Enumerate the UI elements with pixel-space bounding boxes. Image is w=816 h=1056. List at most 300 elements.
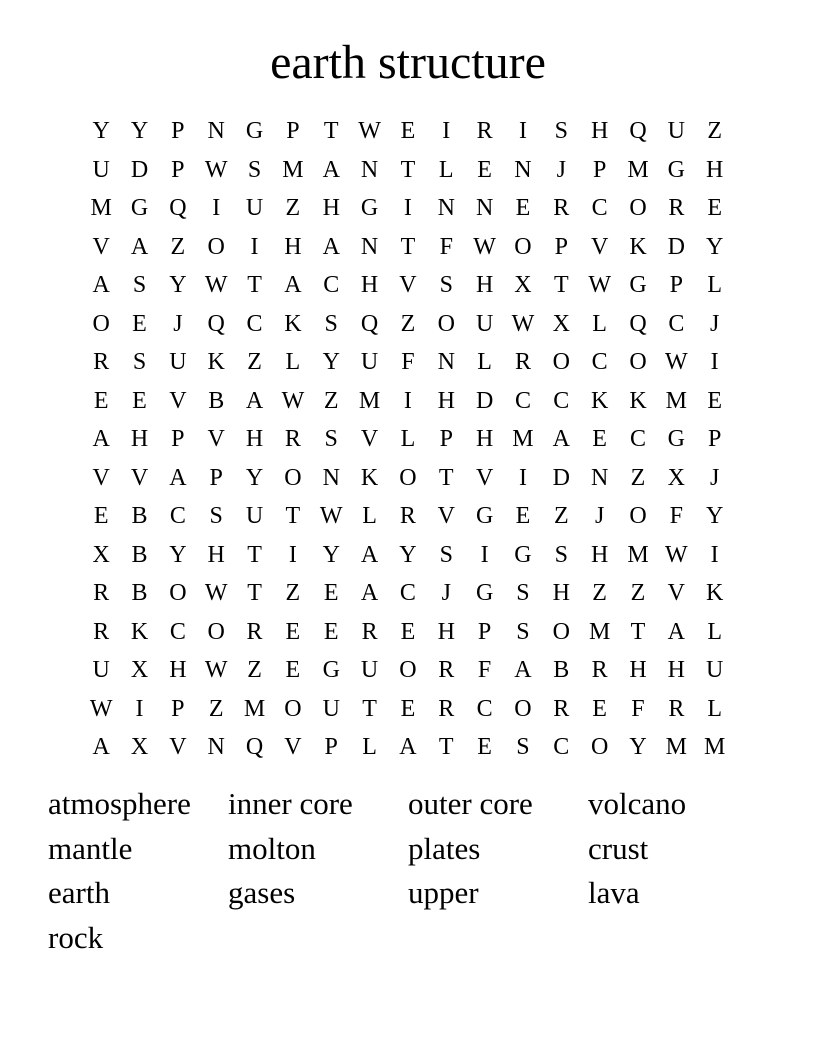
- grid-letter: O: [514, 233, 532, 260]
- grid-letter: M: [627, 541, 649, 568]
- grid-letter: W: [204, 272, 228, 298]
- grid-letter: Y: [169, 272, 187, 298]
- grid-letter: K: [629, 387, 647, 414]
- grid-letter: D: [130, 156, 149, 183]
- grid-letter: L: [362, 503, 377, 529]
- grid-letter: L: [285, 349, 301, 375]
- grid-letter: V: [92, 464, 110, 491]
- grid-letter: U: [360, 657, 379, 683]
- grid-letter: Z: [285, 580, 301, 606]
- grid-letter: I: [442, 118, 451, 144]
- grid-letter: V: [207, 426, 225, 452]
- grid-letter: P: [171, 426, 185, 452]
- grid-letter: J: [710, 310, 720, 337]
- grid-letter: E: [93, 387, 109, 414]
- grid-letter: P: [554, 233, 568, 260]
- grid-letter: E: [477, 734, 492, 760]
- grid-letter: L: [400, 426, 416, 452]
- grid-letter: Q: [629, 118, 647, 144]
- word-list-item: inner core: [228, 786, 353, 821]
- grid-letter: O: [399, 464, 417, 491]
- grid-letter: G: [667, 156, 685, 183]
- grid-letter: X: [667, 464, 685, 491]
- grid-letter: T: [247, 272, 262, 298]
- grid-letter: G: [245, 118, 264, 144]
- grid-letter: P: [669, 272, 683, 298]
- grid-letter: W: [89, 695, 113, 722]
- grid-letter: P: [477, 618, 492, 645]
- grid-row: [82, 382, 734, 421]
- grid-letter: M: [282, 156, 304, 183]
- grid-letter: L: [707, 695, 722, 722]
- grid-row: [82, 651, 734, 690]
- grid-letter: P: [707, 426, 722, 452]
- grid-letter: E: [132, 310, 147, 337]
- grid-letter: W: [204, 580, 228, 606]
- grid-row: [82, 305, 734, 344]
- grid-letter: G: [667, 426, 685, 452]
- grid-letter: W: [319, 503, 343, 529]
- grid-letter: R: [93, 580, 110, 606]
- grid-letter: U: [667, 118, 685, 144]
- grid-letter: E: [477, 156, 492, 183]
- grid-letter: H: [590, 118, 609, 144]
- grid-letter: A: [92, 426, 110, 452]
- grid-letter: N: [207, 118, 225, 144]
- grid-letter: U: [92, 156, 110, 183]
- grid-letter: X: [514, 272, 532, 298]
- grid-letter: O: [207, 618, 225, 645]
- grid-letter: X: [130, 657, 149, 683]
- grid-letter: F: [439, 233, 453, 260]
- grid-letter: O: [92, 310, 110, 337]
- grid-letter: N: [590, 464, 609, 491]
- grid-letter: A: [169, 464, 187, 491]
- grid-letter: O: [514, 695, 532, 722]
- grid-letter: A: [552, 426, 570, 452]
- grid-letter: H: [207, 541, 225, 568]
- grid-letter: Y: [169, 541, 187, 568]
- grid-letter: N: [437, 349, 455, 375]
- grid-letter: H: [169, 657, 187, 683]
- grid-letter: U: [360, 349, 379, 375]
- grid-letter: A: [360, 580, 379, 606]
- grid-letter: Y: [629, 734, 647, 760]
- word-list-item: mantle: [48, 830, 133, 866]
- grid-letter: H: [475, 426, 494, 452]
- grid-row: [82, 613, 734, 652]
- grid-letter: V: [130, 464, 149, 491]
- grid-letter: E: [515, 503, 531, 529]
- grid-letter: V: [92, 233, 110, 260]
- grid-letter: I: [403, 195, 412, 221]
- grid-letter: Y: [706, 233, 724, 260]
- grid-letter: H: [322, 195, 340, 221]
- word-list-item: gases: [228, 875, 296, 910]
- grid-letter: V: [437, 503, 455, 529]
- word-list-item: upper: [408, 875, 479, 910]
- grid-letter: L: [438, 156, 454, 183]
- grid-row: [82, 536, 734, 575]
- grid-letter: Y: [245, 464, 264, 491]
- grid-letter: W: [473, 233, 496, 260]
- grid-letter: P: [171, 695, 185, 722]
- grid-letter: H: [475, 272, 494, 298]
- grid-letter: A: [322, 156, 340, 183]
- grid-letter: V: [399, 272, 417, 298]
- grid-letter: A: [667, 618, 685, 645]
- grid-row: [82, 497, 734, 536]
- grid-letter: J: [441, 580, 451, 606]
- grid-letter: M: [90, 195, 112, 221]
- word-list-item: molton: [228, 830, 316, 866]
- grid-letter: E: [323, 580, 339, 606]
- grid-letter: C: [246, 310, 263, 337]
- grid-letter: T: [630, 618, 646, 645]
- grid-letter: E: [400, 618, 416, 645]
- grid-letter: D: [475, 387, 494, 414]
- grid-letter: T: [362, 695, 377, 722]
- grid-letter: P: [171, 156, 185, 183]
- grid-letter: E: [400, 695, 416, 722]
- grid-letter: N: [360, 233, 379, 260]
- grid-letter: I: [403, 387, 412, 414]
- grid-letter: U: [92, 657, 110, 683]
- grid-letter: R: [399, 503, 416, 529]
- grid-letter: H: [629, 657, 647, 683]
- grid-letter: Y: [322, 541, 340, 568]
- grid-letter: O: [437, 310, 455, 337]
- grid-letter: W: [281, 387, 305, 414]
- grid-letter: Z: [247, 657, 262, 683]
- grid-letter: I: [212, 195, 221, 221]
- grid-letter: B: [131, 541, 148, 568]
- grid-letter: K: [590, 387, 609, 414]
- grid-letter: Q: [245, 734, 264, 760]
- grid-letter: Q: [629, 310, 647, 337]
- grid-letter: S: [439, 272, 453, 298]
- grid-letter: E: [323, 618, 339, 645]
- grid-letter: Q: [360, 310, 379, 337]
- word-list-item: lava: [588, 875, 640, 910]
- grid-letter: P: [209, 464, 223, 491]
- grid-letter: O: [207, 233, 225, 260]
- grid-letter: Y: [322, 349, 340, 375]
- grid-letter: K: [629, 233, 647, 260]
- grid-letter: C: [169, 503, 186, 529]
- grid-letter: R: [438, 695, 455, 722]
- grid-letter: Y: [399, 541, 417, 568]
- grid-letter: K: [130, 618, 149, 645]
- grid-letter: E: [285, 657, 301, 683]
- grid-letter: E: [515, 195, 531, 221]
- grid-letter: Y: [706, 503, 724, 529]
- grid-letter: R: [361, 618, 378, 645]
- grid-letter: T: [247, 580, 262, 606]
- grid-letter: K: [207, 349, 225, 375]
- grid-letter: I: [710, 349, 719, 375]
- grid-letter: G: [322, 657, 340, 683]
- grid-letter: G: [475, 503, 494, 529]
- grid-letter: S: [324, 426, 338, 452]
- word-list-item: rock: [48, 919, 104, 955]
- grid-letter: H: [360, 272, 379, 298]
- page-title: earth structure: [270, 36, 546, 89]
- grid-letter: Z: [553, 503, 569, 529]
- grid-letter: F: [631, 695, 645, 722]
- grid-letter: W: [665, 349, 688, 375]
- grid-letter: R: [246, 618, 263, 645]
- grid-letter: O: [629, 503, 647, 529]
- grid-letter: R: [438, 657, 455, 683]
- grid-letter: C: [668, 310, 685, 337]
- grid-letter: O: [629, 195, 647, 221]
- grid-letter: A: [399, 734, 417, 760]
- grid-row: [82, 343, 734, 382]
- grid-letter: R: [93, 618, 110, 645]
- grid-letter: S: [516, 618, 530, 645]
- grid-letter: I: [710, 541, 719, 568]
- grid-letter: O: [284, 695, 302, 722]
- grid-letter: V: [169, 387, 187, 414]
- grid-letter: V: [590, 233, 609, 260]
- grid-letter: O: [399, 657, 417, 683]
- grid-letter: Y: [92, 118, 110, 144]
- grid-letter: O: [629, 349, 647, 375]
- grid-letter: I: [518, 118, 527, 144]
- grid-letter: T: [400, 233, 416, 260]
- grid-letter: G: [130, 195, 149, 221]
- grid-letter: M: [665, 387, 687, 414]
- grid-letter: T: [400, 156, 416, 183]
- grid-letter: X: [92, 541, 110, 568]
- grid-letter: H: [706, 156, 724, 183]
- grid-letter: S: [324, 310, 338, 337]
- grid-letter: L: [592, 310, 607, 337]
- grid-letter: M: [243, 695, 266, 722]
- grid-letter: M: [358, 387, 381, 414]
- grid-letter: Z: [630, 580, 646, 606]
- grid-letter: V: [667, 580, 685, 606]
- grid-letter: V: [475, 464, 494, 491]
- grid-letter: A: [284, 272, 302, 298]
- grid-letter: B: [553, 657, 570, 683]
- grid-letter: L: [477, 349, 492, 375]
- grid-letter: Z: [707, 118, 722, 144]
- grid-letter: S: [554, 541, 568, 568]
- grid-letter: F: [669, 503, 683, 529]
- grid-letter: O: [552, 618, 570, 645]
- grid-letter: K: [706, 580, 724, 606]
- grid-letter: W: [511, 310, 535, 337]
- grid-letter: Z: [247, 349, 262, 375]
- grid-letter: Z: [208, 695, 224, 722]
- grid-letter: R: [476, 118, 493, 144]
- grid-letter: W: [204, 156, 228, 183]
- grid-letter: C: [169, 618, 186, 645]
- grid-letter: R: [668, 695, 685, 722]
- grid-letter: Z: [592, 580, 607, 606]
- grid-row: [82, 189, 734, 228]
- grid-letter: E: [707, 387, 722, 414]
- grid-letter: M: [512, 426, 534, 452]
- grid-letter: E: [285, 618, 301, 645]
- word-list: [48, 782, 768, 960]
- grid-letter: S: [247, 156, 262, 183]
- grid-letter: R: [514, 349, 531, 375]
- grid-letter: N: [360, 156, 379, 183]
- grid-letter: M: [627, 156, 649, 183]
- grid-letter: Z: [400, 310, 416, 337]
- grid-letter: G: [514, 541, 532, 568]
- grid-letter: B: [131, 503, 148, 529]
- grid-letter: E: [592, 426, 607, 452]
- grid-letter: P: [324, 734, 338, 760]
- grid-letter: N: [514, 156, 532, 183]
- grid-letter: C: [553, 387, 570, 414]
- grid-letter: H: [437, 387, 455, 414]
- grid-letter: R: [284, 426, 301, 452]
- grid-letter: E: [592, 695, 607, 722]
- grid-letter: S: [516, 580, 530, 606]
- grid-letter: H: [667, 657, 685, 683]
- grid-letter: I: [480, 541, 489, 568]
- grid-letter: D: [667, 233, 685, 260]
- grid-letter: Q: [207, 310, 225, 337]
- grid-letter: R: [668, 195, 685, 221]
- grid-letter: A: [92, 272, 110, 298]
- grid-letter: K: [360, 464, 379, 491]
- grid-letter: R: [553, 195, 570, 221]
- grid-letter: H: [552, 580, 570, 606]
- grid-letter: R: [553, 695, 570, 722]
- grid-letter: P: [439, 426, 453, 452]
- grid-letter: P: [171, 118, 185, 144]
- word-list-item: volcano: [588, 786, 687, 821]
- grid-letter: G: [475, 580, 494, 606]
- grid-letter: H: [245, 426, 264, 452]
- grid-letter: S: [554, 118, 568, 144]
- grid-letter: T: [438, 464, 454, 491]
- grid-letter: M: [588, 618, 611, 645]
- grid-letter: X: [552, 310, 570, 337]
- grid-letter: W: [204, 657, 228, 683]
- grid-letter: E: [93, 503, 109, 529]
- grid-row: [82, 420, 734, 459]
- grid-letter: K: [284, 310, 302, 337]
- word-list-item: atmosphere: [48, 786, 191, 821]
- grid-letter: R: [591, 657, 608, 683]
- grid-letter: E: [132, 387, 147, 414]
- grid-letter: U: [169, 349, 187, 375]
- grid-letter: M: [665, 734, 687, 760]
- grid-letter: G: [360, 195, 379, 221]
- grid-letter: J: [594, 503, 605, 529]
- word-list-item: earth: [48, 875, 110, 910]
- grid-letter: V: [360, 426, 379, 452]
- grid-letter: B: [131, 580, 148, 606]
- grid-letter: D: [552, 464, 570, 491]
- grid-letter: C: [553, 734, 570, 760]
- word-list-item: crust: [588, 830, 649, 866]
- grid-letter: Z: [323, 387, 339, 414]
- grid-letter: O: [552, 349, 570, 375]
- grid-letter: A: [92, 734, 110, 760]
- grid-letter: N: [475, 195, 494, 221]
- grid-letter: U: [475, 310, 494, 337]
- grid-letter: U: [322, 695, 340, 722]
- grid-letter: H: [437, 618, 455, 645]
- grid-letter: W: [665, 541, 688, 568]
- grid-letter: P: [286, 118, 300, 144]
- grid-letter: U: [245, 503, 264, 529]
- grid-letter: W: [588, 272, 611, 298]
- grid-letter: O: [284, 464, 302, 491]
- grid-letter: A: [322, 233, 340, 260]
- grid-letter: A: [130, 233, 149, 260]
- grid-letter: S: [516, 734, 530, 760]
- grid-letter: E: [707, 195, 722, 221]
- grid-letter: Z: [285, 195, 301, 221]
- grid-letter: E: [400, 118, 416, 144]
- grid-letter: S: [132, 349, 147, 375]
- grid-letter: H: [284, 233, 302, 260]
- grid-letter: W: [358, 118, 381, 144]
- grid-letter: N: [322, 464, 340, 491]
- grid-letter: A: [360, 541, 379, 568]
- grid-letter: G: [629, 272, 647, 298]
- grid-letter: A: [245, 387, 264, 414]
- grid-letter: O: [169, 580, 187, 606]
- grid-letter: J: [173, 310, 183, 337]
- grid-letter: V: [284, 734, 302, 760]
- grid-letter: C: [476, 695, 493, 722]
- grid-row: [82, 690, 734, 729]
- grid-letter: O: [590, 734, 609, 760]
- grid-letter: Z: [630, 464, 646, 491]
- grid-letter: I: [250, 233, 259, 260]
- grid-letter: S: [132, 272, 147, 298]
- grid-letter: J: [556, 156, 566, 183]
- grid-row: [82, 112, 734, 151]
- letter-grid: [82, 112, 734, 767]
- grid-letter: C: [591, 349, 608, 375]
- grid-row: [82, 266, 734, 305]
- grid-letter: A: [514, 657, 532, 683]
- grid-letter: T: [247, 541, 262, 568]
- grid-letter: C: [323, 272, 340, 298]
- word-list-item: outer core: [408, 786, 533, 821]
- grid-letter: S: [439, 541, 453, 568]
- grid-row: [82, 228, 734, 267]
- grid-letter: S: [209, 503, 223, 529]
- grid-row: [82, 151, 734, 190]
- grid-letter: H: [130, 426, 149, 452]
- grid-letter: N: [437, 195, 455, 221]
- grid-letter: L: [362, 734, 377, 760]
- grid-row: [82, 728, 734, 767]
- grid-letter: T: [285, 503, 301, 529]
- grid-letter: Y: [130, 118, 149, 144]
- grid-letter: Q: [169, 195, 187, 221]
- grid-letter: C: [399, 580, 416, 606]
- grid-letter: Z: [170, 233, 186, 260]
- grid-letter: B: [208, 387, 225, 414]
- grid-letter: N: [207, 734, 225, 760]
- grid-letter: P: [592, 156, 607, 183]
- grid-row: [82, 574, 734, 613]
- grid-letter: V: [169, 734, 187, 760]
